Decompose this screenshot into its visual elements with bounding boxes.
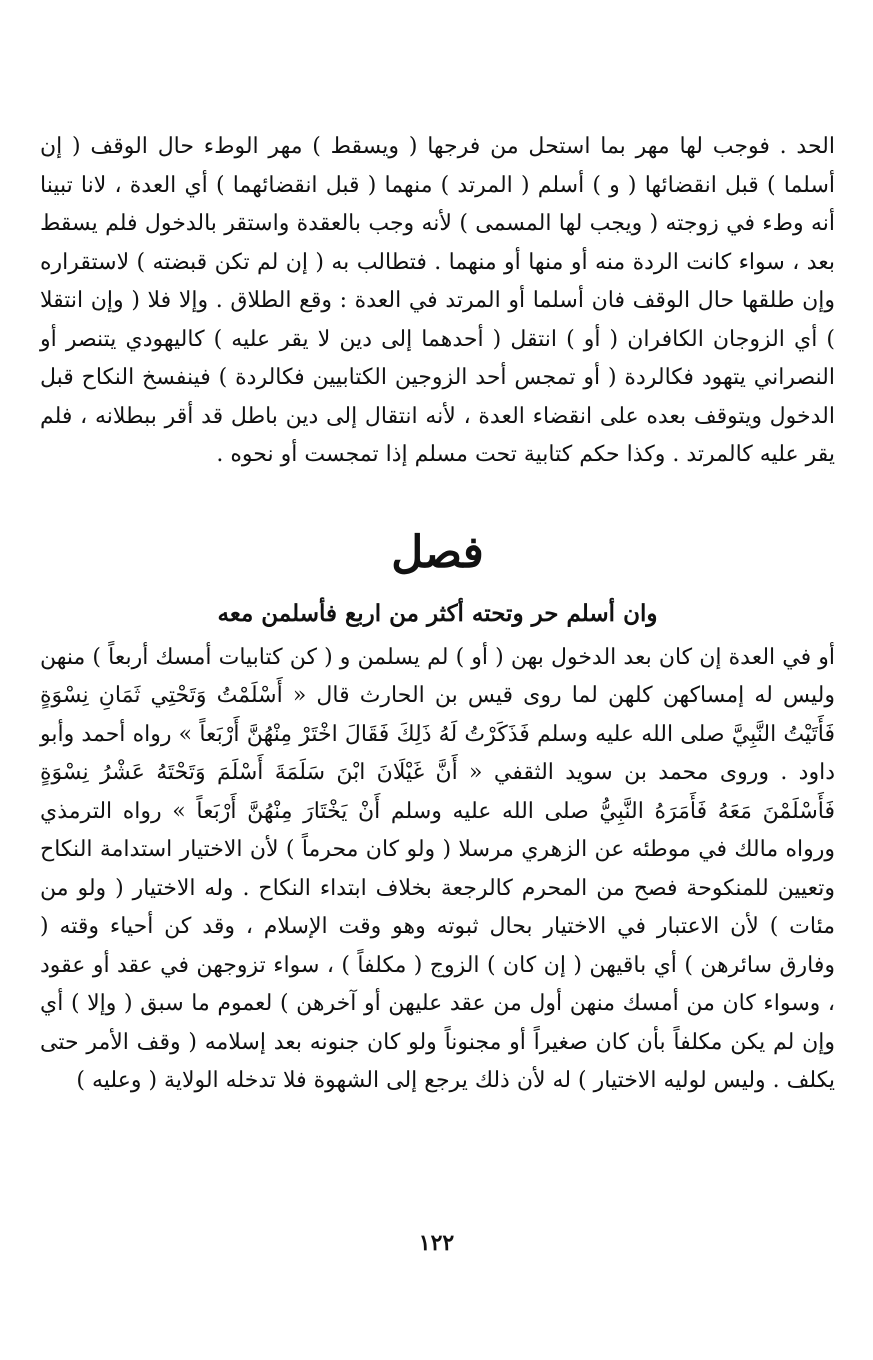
paragraph-top: الحد . فوجب لها مهر بما استحل من فرجها ( ويسقط ) مهر الوطء حال الوقف ( إن أسلما ) قبل انقضائها ( و ) أسلم ( المرتد ) منهما ( قبل انقضائهما ) أي العدة ، لانا تبينا أنه وطء في زوجته ( ويجب لها المسمى ) لأنه وجب بالعقدة واستقر بالدخول فلم يسقط بعد ، سواء كانت الردة منه أو منها أو منهما . فتطالب به ( إن لم تكن قبضته ) لاستقراره وإن طلقها حال الوقف فان أسلما أو المرتد في العدة : وقع الطلاق . وإلا فلا ( وإن انتقلا ) أي الزوجان الكافران ( أو ) انتقل ( أحدهما إلى دين لا يقر عليه ) كاليهودي يتنصر أو النصراني يتهود فكالردة ( أو تمجس أحد الزوجين الكتابيين فكالردة ) فينفسخ النكاح قبل الدخول ويتوقف بعده على انقضاء العدة ، لأنه انتقال إلى دين باطل قد أقر ببطلانه ، فلم يقر عليه كالمرتد . وكذا حكم كتابية تحت مسلم إذا تمجست أو نحوه .: [40, 134, 835, 467]
section-heading: فصل: [391, 526, 484, 578]
page-body: [40, 128, 835, 1101]
section-subheading: وان أسلم حر وتحته أكثر من اربع فأسلمن معه: [217, 599, 658, 627]
paragraph-bottom: أو في العدة إن كان بعد الدخول بهن ( أو ) لم يسلمن و ( كن كتابيات أمسك أربعاً ) منهن وليس له إمساكهن كلهن لما روى قيس بن الحارث قال « أَسْلَمْتُ وَتَحْتِي ثَمَانِ نِسْوَةٍ فَأَتَيْتُ النَّبِيَّ صلى الله عليه وسلم فَذَكَرْتُ لَهُ ذَلِكَ فَقَالَ اخْتَرْ مِنْهُنَّ أَرْبَعاً » رواه أحمد وأبو داود . وروى محمد بن سويد الثقفي « أَنَّ غَيْلَانَ ابْنَ سَلَمَةَ أَسْلَمَ وَتَحْتَهُ عَشْرُ نِسْوَةٍ فَأَسْلَمْنَ مَعَهُ فَأَمَرَهُ النَّبِيُّ صلى الله عليه وسلم أَنْ يَخْتَارَ مِنْهُنَّ أَرْبَعاً » رواه الترمذي ورواه مالك في موطئه عن الزهري مرسلا ( ولو كان محرماً ) لأن الاختيار استدامة النكاح وتعيين للمنكوحة فصح من المحرم كالرجعة بخلاف ابتداء النكاح . وله الاختيار ( ولو من مئات ) لأن الاعتبار في الاختيار بحال ثبوته وهو وقت الإسلام ، وقد كن أحياء وقته ( وفارق سائرهن ) أي باقيهن ( إن كان ) الزوج ( مكلفاً ) ، سواء تزوجهن في عقد أو عقود ، وسواء كان من أمسك منهن أول من عقد عليهن أو آخرهن ) لعموم ما سبق ( وإلا ) أي وإن لم يكن مكلفاً بأن كان صغيراً أو مجنوناً ولو كان جنونه بعد إسلامه ( وقف الأمر حتى يكلف . وليس لوليه الاختيار ) له لأن ذلك يرجع إلى الشهوة فلا تدخله الولاية ( وعليه ): [40, 644, 835, 1093]
page-number: ١٢٢: [418, 1230, 455, 1256]
